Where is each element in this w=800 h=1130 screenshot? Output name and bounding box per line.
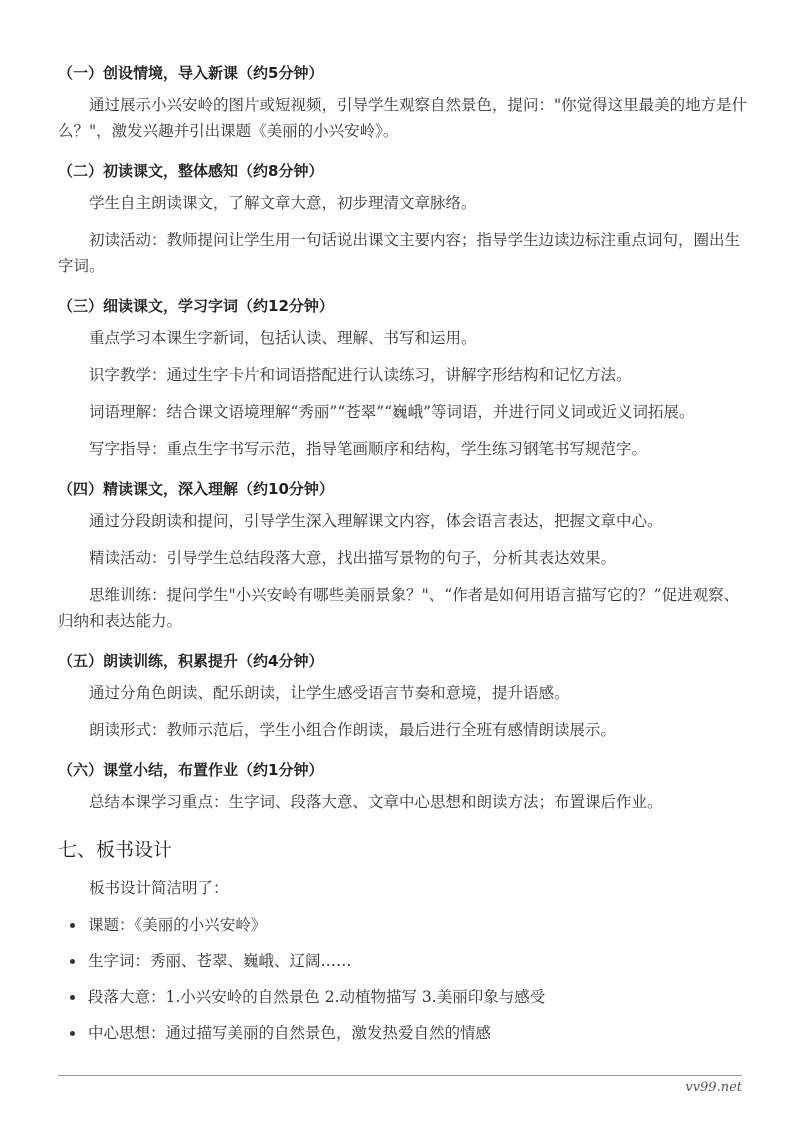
paragraph: 词语理解：结合课文语境理解“秀丽”“苍翠”“巍峨”等词语，并进行同义词或近义词拓展。 [89,403,695,421]
step-heading: （一）创设情境，导入新课（约5分钟） [58,64,324,82]
section-title: 七、板书设计 [58,839,173,861]
paragraph: 朗读形式：教师示范后，学生小组合作朗读，最后进行全班有感情朗读展示。 [89,721,617,739]
list-item: 中心思想：通过描写美丽的自然景色，激发热爱自然的情感 [70,1020,748,1046]
paragraph: 通过分段朗读和提问，引导学生深入理解课文内容，体会语言表达，把握文章中心。 [89,512,663,530]
footer-divider [58,1075,742,1076]
list-item: 课题：《美丽的小兴安岭》 [70,912,748,938]
list-item: 段落大意：1.小兴安岭的自然景色 2.动植物描写 3.美丽印象与感受 [70,984,748,1010]
step-heading: （六）课堂小结，布置作业（约1分钟） [58,761,324,779]
document-body [58,60,748,1056]
paragraph: 学生自主朗读课文，了解文章大意，初步理清文章脉络。 [89,194,477,212]
step-heading: （五）朗读训练，积累提升（约4分钟） [58,652,324,670]
board-list [58,912,748,1046]
step-heading: （二）初读课文，整体感知（约8分钟） [58,162,324,180]
step-heading: （四）精读课文，深入理解（约10分钟） [58,480,334,498]
paragraph: 思维训练：提问学生"小兴安岭有哪些美丽景象？"、“作者是如何用语言描写它的？”促进观察、归纳和表达能力。 [58,586,740,630]
watermark: vv99.net [490,987,740,1047]
paragraph: 通过分角色朗读、配乐朗读，让学生感受语言节奏和意境，提升语感。 [89,684,570,702]
lesson-steps [58,60,748,815]
paragraph: 写字指导：重点生字书写示范，指导笔画顺序和结构，学生练习钢笔书写规范字。 [89,440,648,458]
paragraph: 识字教学：通过生字卡片和词语搭配进行认读练习，讲解字形结构和记忆方法。 [89,366,632,384]
paragraph: 通过展示小兴安岭的图片或短视频，引导学生观察自然景色，提问："你觉得这里最美的地方是什么？"，激发兴趣并引出课题《美丽的小兴安岭》。 [58,96,748,140]
paragraph: 重点学习本课生字新词，包括认读、理解、书写和运用。 [89,329,477,347]
paragraph: 初读活动：教师提问让学生用一句话说出课文主要内容；指导学生边读边标注重点词句，圈出生字词。 [58,231,741,275]
step-heading: （三）细读课文，学习字词（约12分钟） [58,297,334,315]
paragraph: 总结本课学习重点：生字词、段落大意、文章中心思想和朗读方法；布置课后作业。 [89,793,663,811]
list-item: 生字词：秀丽、苍翠、巍峨、辽阔…… [70,948,748,974]
board-intro: 板书设计简洁明了： [89,879,229,897]
paragraph: 精读活动：引导学生总结段落大意，找出描写景物的句子，分析其表达效果。 [89,549,617,567]
footer-site: vv99.net [685,1080,742,1095]
